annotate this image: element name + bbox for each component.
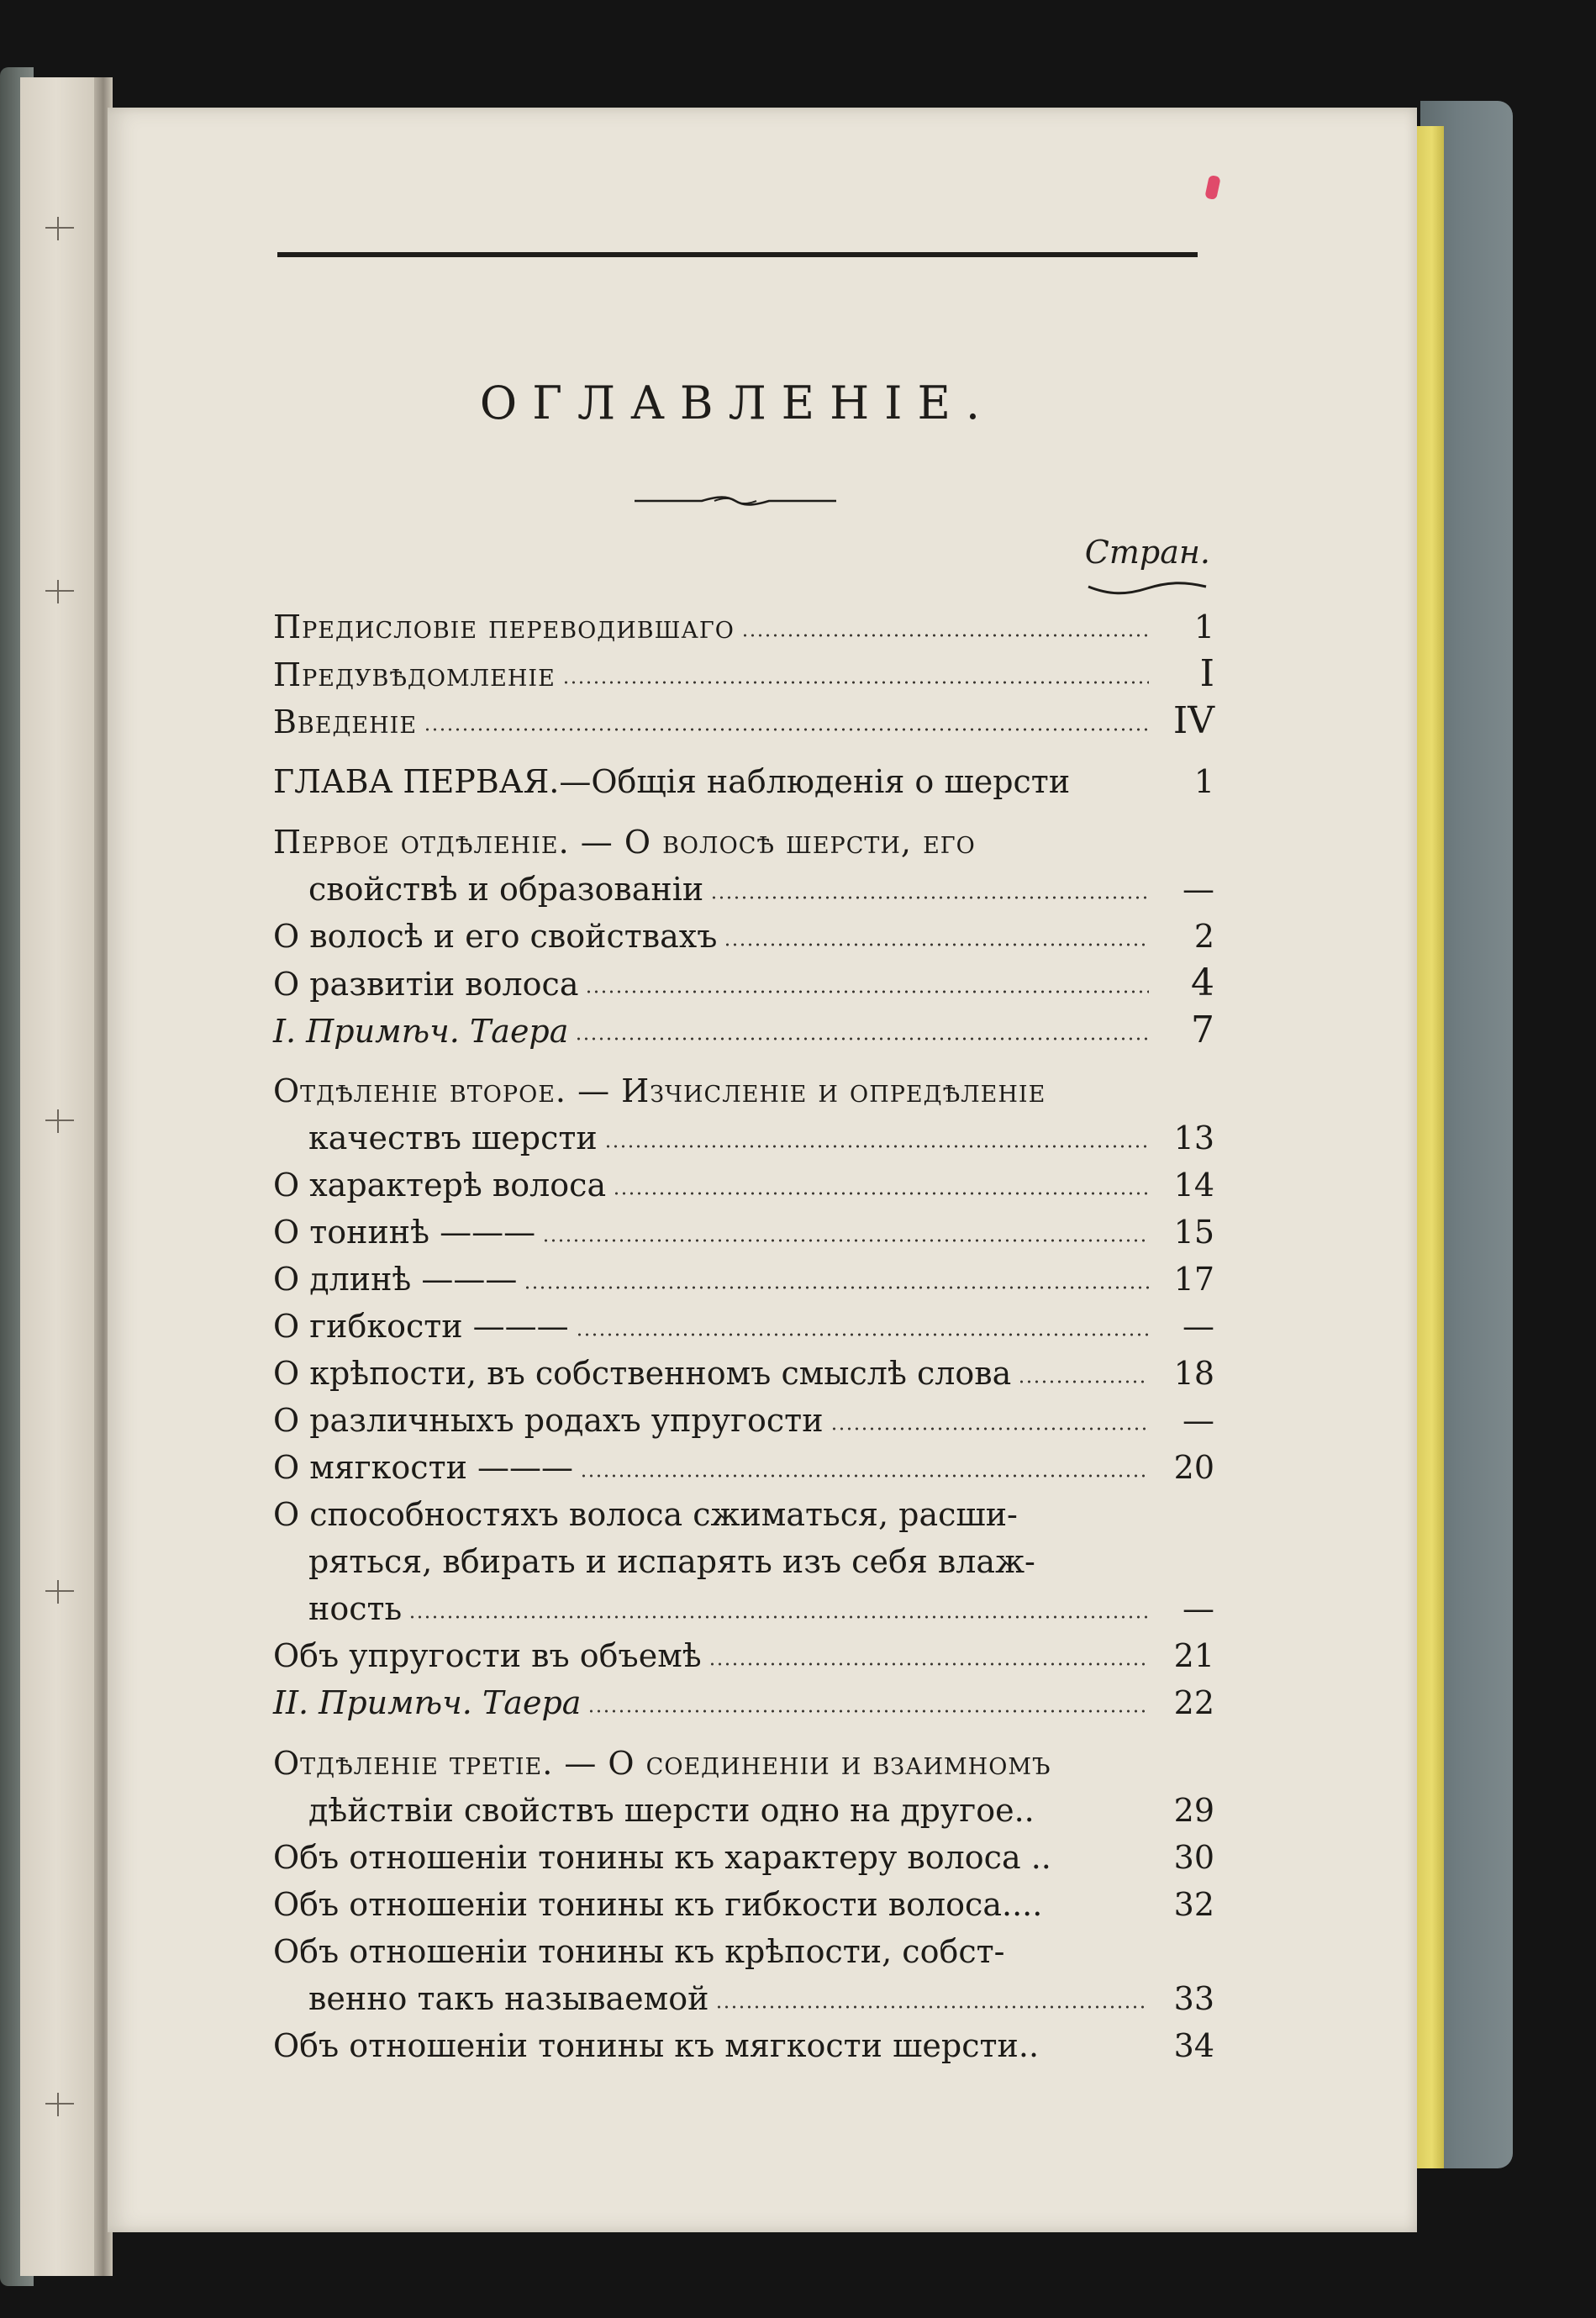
toc-entry: О длинѣ ——— 17 bbox=[273, 1261, 1214, 1298]
toc-entry: Введеніе IV bbox=[273, 699, 1214, 742]
toc-entry: Отдѣленіе второе. — Изчисленіе и опредѣленіе bbox=[273, 1072, 1046, 1109]
toc-entry: Объ упругости въ объемѣ 21 bbox=[273, 1637, 1214, 1674]
toc-entry: О способностяхъ волоса сжиматься, расши- bbox=[273, 1496, 1018, 1533]
toc-entry: Предисловіе переводившаго 1 bbox=[273, 608, 1214, 645]
toc-entry: Предувѣдомленіе I bbox=[273, 652, 1214, 695]
toc-entry: Объ отношеніи тонины къ характеру волоса .. 30 bbox=[273, 1839, 1214, 1876]
toc-entry: О крѣпости, въ собственномъ смыслѣ слова 18 bbox=[273, 1355, 1214, 1392]
toc-entry: О тонинѣ ——— 15 bbox=[273, 1214, 1214, 1251]
header-rule bbox=[277, 252, 1198, 257]
toc-entry: ряться, вбирать и испарять изъ себя влаж- bbox=[308, 1543, 1035, 1580]
binding-stitch bbox=[57, 1580, 92, 1604]
toc-entry: ность — bbox=[308, 1590, 1214, 1627]
page-column-header: Стран. bbox=[1084, 534, 1210, 571]
binding-stitch bbox=[57, 2093, 92, 2116]
toc-entry: I. Примѣч. Таера 7 bbox=[273, 1009, 1214, 1051]
toc-entry: качествъ шерсти 13 bbox=[308, 1119, 1214, 1156]
page-edges bbox=[1414, 126, 1444, 2168]
toc-entry: Первое отдѣленіе. — О волосѣ шерсти, его bbox=[273, 824, 976, 861]
toc-entry: О характерѣ волоса 14 bbox=[273, 1167, 1214, 1204]
toc-entry: Отдѣленіе третіе. — О соединеніи и взаимномъ bbox=[273, 1745, 1051, 1782]
toc-entry: свойствѣ и образованіи — bbox=[308, 871, 1214, 908]
toc-entry: О различныхъ родахъ упругости — bbox=[273, 1402, 1214, 1439]
toc-entry: Объ отношеніи тонины къ мягкости шерсти.. 34 bbox=[273, 2027, 1214, 2064]
binding-stitch bbox=[57, 217, 92, 240]
facing-page-left bbox=[20, 77, 101, 2276]
toc-entry: венно такъ называемой 33 bbox=[308, 1980, 1214, 2017]
binding-stitch bbox=[57, 580, 92, 603]
toc-entry: О мягкости ——— 20 bbox=[273, 1449, 1214, 1486]
toc-entry: Объ отношеніи тонины къ гибкости волоса.... 32 bbox=[273, 1886, 1214, 1923]
binding-stitch bbox=[57, 1109, 92, 1133]
header-swash bbox=[1084, 578, 1210, 597]
title-ornament bbox=[635, 494, 836, 508]
toc-entry: О гибкости ——— — bbox=[273, 1308, 1214, 1345]
toc-entry: О волосѣ и его свойствахъ 2 bbox=[273, 918, 1214, 955]
table-of-contents bbox=[273, 603, 1214, 2069]
toc-entry: Объ отношеніи тонины къ крѣпости, собст- bbox=[273, 1933, 1005, 1970]
toc-entry: ГЛАВА ПЕРВАЯ.—Общія наблюденія о шерсти 1 bbox=[273, 763, 1214, 800]
page-title: ОГЛАВЛЕНІЕ. bbox=[479, 377, 996, 429]
toc-entry: О развитіи волоса 4 bbox=[273, 961, 1214, 1004]
toc-entry: дѣйствіи свойствъ шерсти одно на другое.. 29 bbox=[308, 1792, 1214, 1829]
toc-entry: II. Примѣч. Таера 22 bbox=[273, 1684, 1214, 1721]
